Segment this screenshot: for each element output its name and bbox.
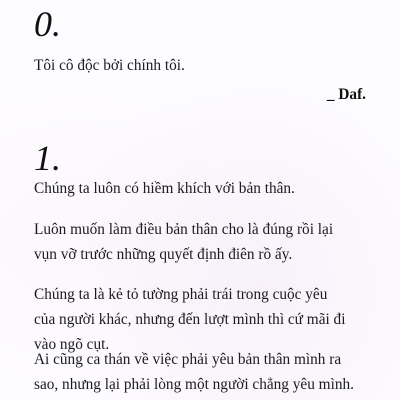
text-line: sao, nhưng lại phải lòng một người chẳng yêu mình. (34, 376, 354, 393)
text-line: Chúng ta luôn có hiềm khích với bản thân. (34, 180, 295, 197)
text-line: Luôn muốn làm điều bản thân cho là đúng rồi lại (34, 221, 334, 238)
text-line: vụn vỡ trước những quyết định điên rồ ấy. (34, 246, 293, 263)
paragraph (34, 282, 374, 357)
paragraph (34, 217, 374, 267)
author-signature: _ Daf. (326, 86, 366, 103)
text-line: Ai cũng ca thán về việc phải yêu bản thân mình ra (34, 351, 342, 368)
chapter-number: 1. (34, 138, 61, 178)
text-line: vào ngõ cụt. (34, 336, 110, 353)
paragraph (34, 176, 374, 201)
text-line: của người khác, nhưng đến lượt mình thì cứ mãi đi (34, 311, 346, 328)
chapter-text (34, 53, 374, 78)
paragraph (34, 347, 374, 397)
text-line: Chúng ta là kẻ tỏ tường phải trái trong cuộc yêu (34, 286, 328, 303)
text-line: Tôi cô độc bởi chính tôi. (34, 57, 185, 74)
chapter-number: 0. (34, 4, 61, 44)
